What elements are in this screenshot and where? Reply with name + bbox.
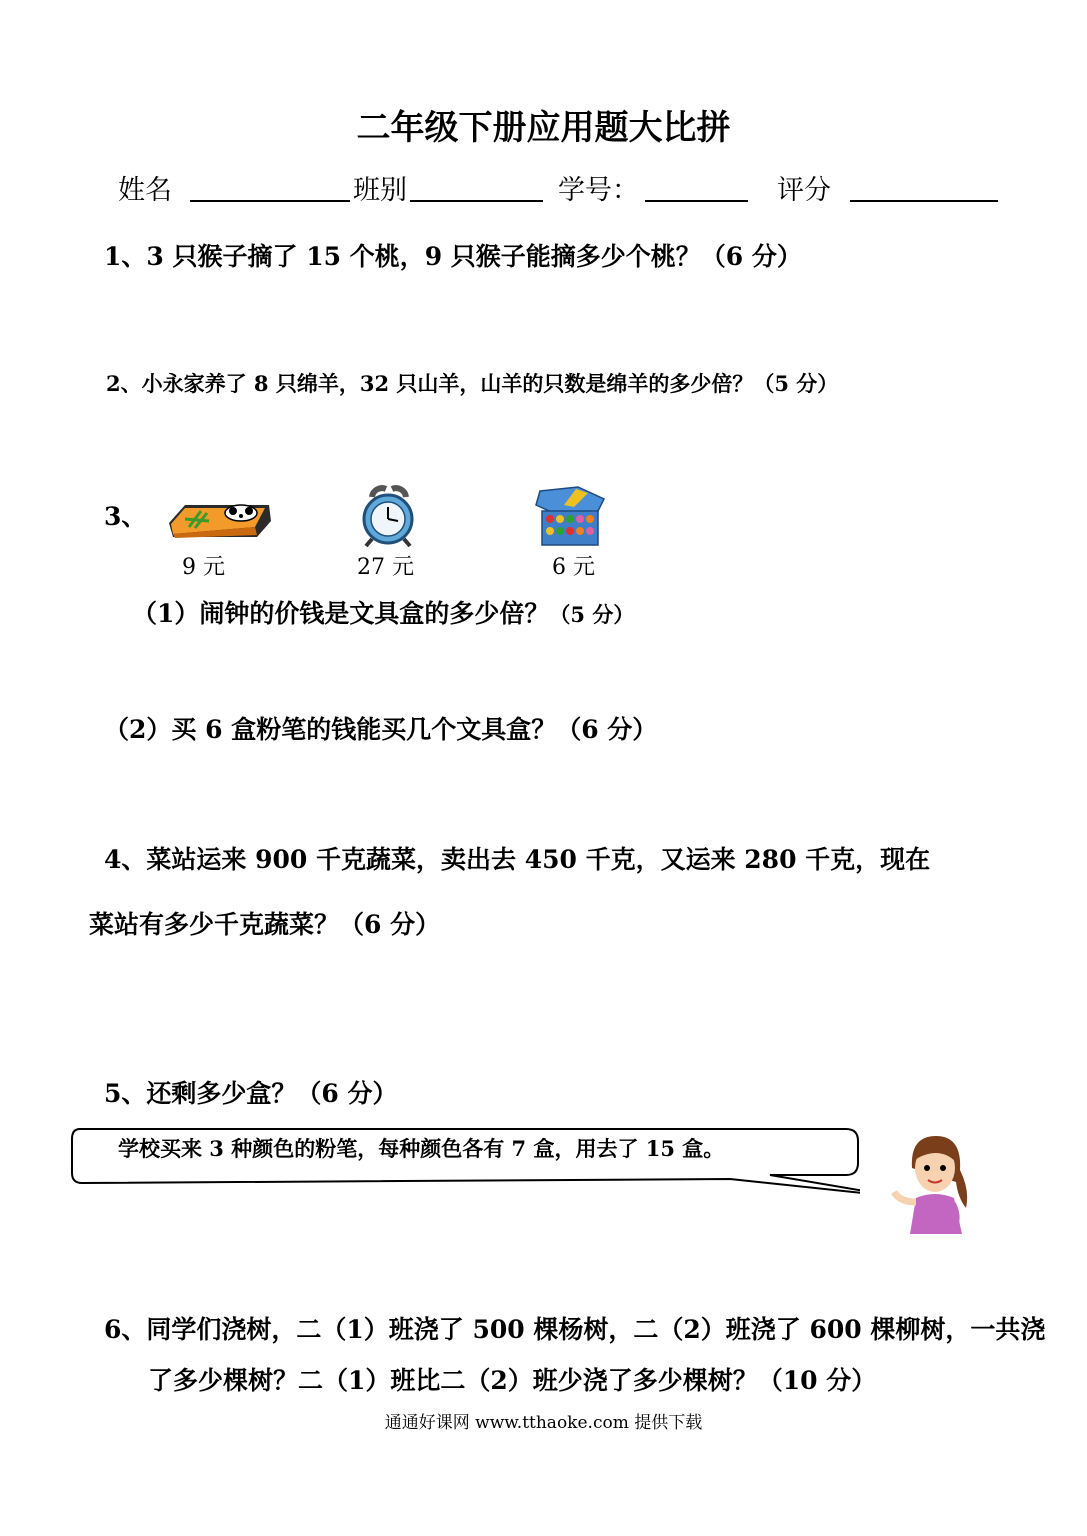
question-1: 1、3 只猴子摘了 15 个桃，9 只猴子能摘多少个桃？（6 分） <box>104 242 802 271</box>
class-label: 班别 <box>353 175 407 206</box>
number-blank <box>645 200 748 202</box>
question-3-part-1-score: （5 分） <box>549 602 635 627</box>
question-3-part-1 <box>132 594 634 630</box>
question-3-part-1-text: （1）闹钟的价钱是文具盒的多少倍？ <box>132 599 550 628</box>
number-label: 学号： <box>558 175 639 206</box>
class-blank <box>410 200 543 202</box>
teacher-icon <box>890 1130 980 1234</box>
footer: 通通好课网 www.tthaoke.com 提供下载 <box>384 1413 703 1433</box>
speech-bubble-text: 学校买来 3 种颜色的粉笔，每种颜色各有 7 盒，用去了 15 盒。 <box>118 1136 725 1161</box>
pencil-box-icon <box>165 497 275 542</box>
question-6-line-1: 6、同学们浇树，二（1）班浇了 500 棵杨树，二（2）班浇了 600 棵柳树，一共浇 <box>104 1315 1046 1344</box>
question-4-line-2: 菜站有多少千克蔬菜？（6 分） <box>89 910 441 939</box>
name-blank <box>190 200 350 202</box>
question-4-line-1: 4、菜站运来 900 千克蔬菜，卖出去 450 千克，又运来 280 千克，现在 <box>104 845 931 874</box>
name-label: 姓名 <box>118 175 172 206</box>
chalk-box-icon <box>528 485 608 549</box>
page-title: 二年级下册应用题大比拼 <box>356 108 731 148</box>
alarm-clock-price: 27 元 <box>357 555 414 580</box>
question-6-line-2: 了多少棵树？二（1）班比二（2）班少浇了多少棵树？（10 分） <box>148 1366 877 1395</box>
chalk-box-price: 6 元 <box>552 555 595 580</box>
alarm-clock-icon <box>358 483 420 548</box>
question-3-part-2: （2）买 6 盒粉笔的钱能买几个文具盒？（6 分） <box>104 715 658 744</box>
question-3-number: 3、 <box>104 502 147 531</box>
pencil-box-price: 9 元 <box>182 555 225 580</box>
score-blank <box>850 200 998 202</box>
question-2: 2、小永家养了 8 只绵羊，32 只山羊，山羊的只数是绵羊的多少倍？（5 分） <box>106 371 839 396</box>
score-label: 评分 <box>777 175 831 206</box>
question-5: 5、还剩多少盒？（6 分） <box>104 1079 398 1108</box>
